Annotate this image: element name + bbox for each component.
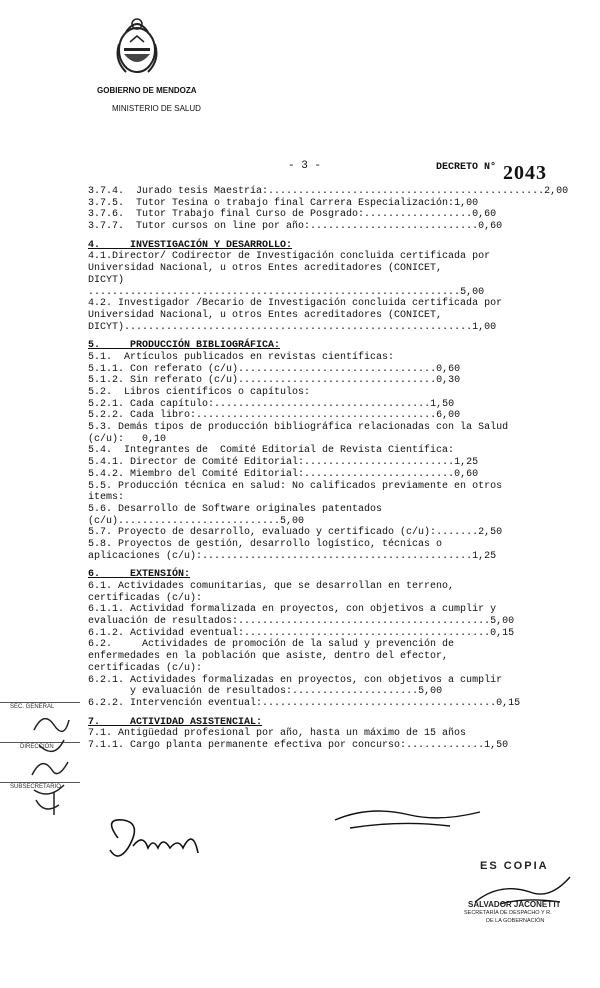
ministry-name: MINISTERIO DE SALUD [112,104,201,113]
document-line [88,310,558,322]
leader-dots: ............................................. [202,550,473,562]
leader-dots: ..................... [292,686,419,698]
score-value: 5,00 [418,686,443,698]
line-gap [88,233,558,240]
line-text: y evaluación de resultados: [88,686,293,698]
leader-dots: ......................................... [244,627,491,639]
document-line [88,651,558,663]
document-line [88,422,558,434]
stamp-es-copia: ES COPIA [480,860,549,872]
line-text: evaluación de resultados: [88,616,239,628]
document-line [88,221,558,233]
line-text: 3.7.6. Tutor Trabajo final Curso de Posgrado: [88,209,365,221]
side-label-sec-general: SEC. GENERAL [10,704,55,710]
line-text: 3.7.7. Tutor cursos on line por año: [88,221,311,233]
decreto-label: DECRETO N° [436,162,497,173]
document-line [88,399,558,411]
margin-initials-signature [24,700,84,820]
document-line [88,209,558,221]
line-text: 6.1. Actividades comunitarias, que se desarrollan en terreno, [88,581,455,592]
line-text: 6.2.1. Actividades formalizadas en proyectos, con objetivos a cumplir [88,674,503,686]
page-number: - 3 - [288,160,322,172]
document-line [88,616,558,628]
score-value: 6,00 [436,410,461,422]
line-text: 6.1.1. Actividad formalizada en proyectos, con objetivos a cumplir y [88,604,497,616]
document-body [88,186,569,752]
document-line [88,186,569,198]
document-line [88,275,558,287]
line-text: 6. EXTENSIÓN: [88,569,191,581]
document-line [88,698,558,710]
document-line [88,604,558,616]
document-line [88,663,558,675]
line-text: 3.7.4. Jurado tesis Maestría: [88,186,269,197]
score-value: 2,00 [544,186,569,197]
line-text: 6.2.2. Intervención eventual: [88,697,263,709]
document-line [88,539,558,551]
document-line [88,263,558,275]
line-text: Universidad Nacional, u otros Entes acreditadores (CONICET, [88,263,443,275]
score-value: 5,00 [460,286,485,298]
line-text: 5.2.1. Cada capítulo: [88,398,215,410]
side-label-subsecretario: SUBSECRETARIO [10,784,61,790]
coat-of-arms-logo [112,14,162,78]
document-line [88,492,558,504]
document-line [88,375,558,387]
leader-dots: ........................... [118,515,281,527]
document-line [88,298,558,310]
leader-dots: ............................ [310,221,479,233]
line-text: certificadas (c/u): [88,662,203,674]
document-line [88,639,558,651]
line-text: 4.1.Director/ Codirector de Investigación concluida certificada por [88,251,491,263]
leader-dots: ....................................... [262,697,497,709]
leader-dots: .................................... [214,398,431,410]
line-text: 5.4.1. Director de Comité Editorial: [88,457,305,469]
line-text: 5.5. Producción técnica en salud: No calificados previamente en otros [88,480,503,492]
stamp-office-1: SECRETARÍA DE DESPACHO Y R. [464,910,552,916]
leader-dots: ................................. [238,363,437,375]
score-value: 1,25 [454,457,479,469]
document-line [88,364,558,376]
line-text: 5.1. Artículos publicados en revistas científicas: [88,351,395,363]
document-line [88,198,558,210]
document-line [88,593,558,605]
side-label-direccion: DIRECCIÓN [20,744,54,750]
score-value: 5,00 [490,616,515,628]
score-value: 5,00 [280,515,305,527]
document-line [88,340,558,352]
leader-dots: ......................... [304,457,455,469]
score-value: 0,60 [478,221,503,233]
line-text: 4.2. Investigador /Becario de Investigación concluida certificada por [88,298,503,310]
leader-dots: ............. [406,739,485,751]
leader-dots: ................................. [238,375,437,387]
leader-dots: ......................... [304,468,455,480]
document-line [88,410,558,422]
line-text: 7.1.1. Cargo planta permanente efectiva por concurso: [88,739,407,751]
line-text: 5.4.2. Miembro del Comité Editorial: [88,468,305,480]
document-line [88,581,558,593]
line-text: 5.1.2. Sin referato (c/u) [88,375,239,387]
line-text: 7. ACTIVIDAD ASISTENCIAL: [88,716,263,728]
document-line [88,352,558,364]
document-line [88,686,558,698]
score-value: 1,00 [472,321,497,333]
score-value: 2,50 [478,527,503,539]
line-text: 5.2. Libros científicos o capítulos: [88,387,311,398]
line-text: items: [88,492,125,504]
line-text: 6.1.2. Actividad eventual: [88,627,245,639]
decreto-number: 2043 [503,162,547,184]
leader-dots: ....... [436,527,479,539]
line-text: aplicaciones (c/u): [88,550,203,562]
document-line [88,551,558,563]
line-text: 7.1. Antigüedad profesional por año, hasta un máximo de 15 años [88,728,467,740]
line-text: enfermedades en la población que asiste, dentro del efector, [88,651,449,663]
leader-dots: .......................................................... [124,321,473,333]
score-value: 1,25 [472,550,497,562]
score-value: 0,30 [436,375,461,387]
line-text: 5.2.2. Cada libro: [88,410,197,422]
line-text: Universidad Nacional, u otros Entes acreditadores (CONICET, [88,309,443,321]
line-text: (c/u) [88,515,119,527]
document-line [88,434,558,446]
line-text: DICYT) [88,274,125,286]
document-line [88,504,558,516]
document-line [88,728,558,740]
line-gap [88,710,558,717]
score-value: 0,15 [496,697,521,709]
score-value: 1,50 [484,739,509,751]
document-line [88,240,558,252]
line-text: (c/u): 0,10 [88,433,167,445]
line-text: 5.4. Integrantes de Comité Editorial de Revista Científica: [88,445,455,457]
line-text: 6.2. Actividades de promoción de la salud y prevención de [88,639,455,651]
document-line [88,251,558,263]
document-line [88,675,558,687]
leader-dots: .............................................. [268,186,545,197]
document-line [88,445,558,457]
score-value: 0,60 [454,468,479,480]
signature-left [98,808,208,868]
signature-center [330,800,490,840]
document-line [88,287,558,299]
leader-dots: .............................................................. [88,286,461,298]
line-text: 3.7.5. Tutor Tesina o trabajo final Carrera Especialización: [88,197,455,209]
score-value: 1,50 [430,398,455,410]
stamp-name: SALVADOR JACONETTI [468,900,560,909]
line-text: 5.6. Desarrollo de Software originales patentados [88,503,383,515]
document-line [88,717,558,729]
document-line [88,322,558,334]
document-line [88,469,558,481]
line-text: 5.8. Proyectos de gestión, desarrollo logístico, técnicas o [88,538,443,550]
score-value: 0,60 [472,209,497,221]
line-text: 5.1.1. Con referato (c/u) [88,363,239,375]
leader-dots: .................. [364,209,473,221]
line-text: 5.3. Demás tipos de producción bibliográfica relacionadas con la Salud [88,422,509,434]
government-name: GOBIERNO DE MENDOZA [97,86,197,95]
document-line [88,527,558,539]
stamp-office-2: DE LA GOBERNACIÓN [486,918,545,924]
document-line [88,481,558,493]
score-value: 1,00 [454,197,479,209]
leader-dots: .......................................... [238,616,491,628]
document-line [88,387,558,399]
document-line [88,740,558,752]
score-value: 0,60 [436,363,461,375]
document-line [88,569,558,581]
document-line [88,628,558,640]
line-text: 4. INVESTIGACIÓN Y DESARROLLO: [88,239,293,251]
line-text: DICYT) [88,321,125,333]
line-text: certificadas (c/u): [88,592,203,604]
line-text: 5. PRODUCCIÓN BIBLIOGRÁFICA: [88,340,281,352]
line-text: 5.7. Proyecto de desarrollo, evaluado y certificado (c/u): [88,527,437,539]
document-line [88,457,558,469]
leader-dots: ........................................ [196,410,437,422]
document-line [88,516,558,528]
score-value: 0,15 [490,627,515,639]
